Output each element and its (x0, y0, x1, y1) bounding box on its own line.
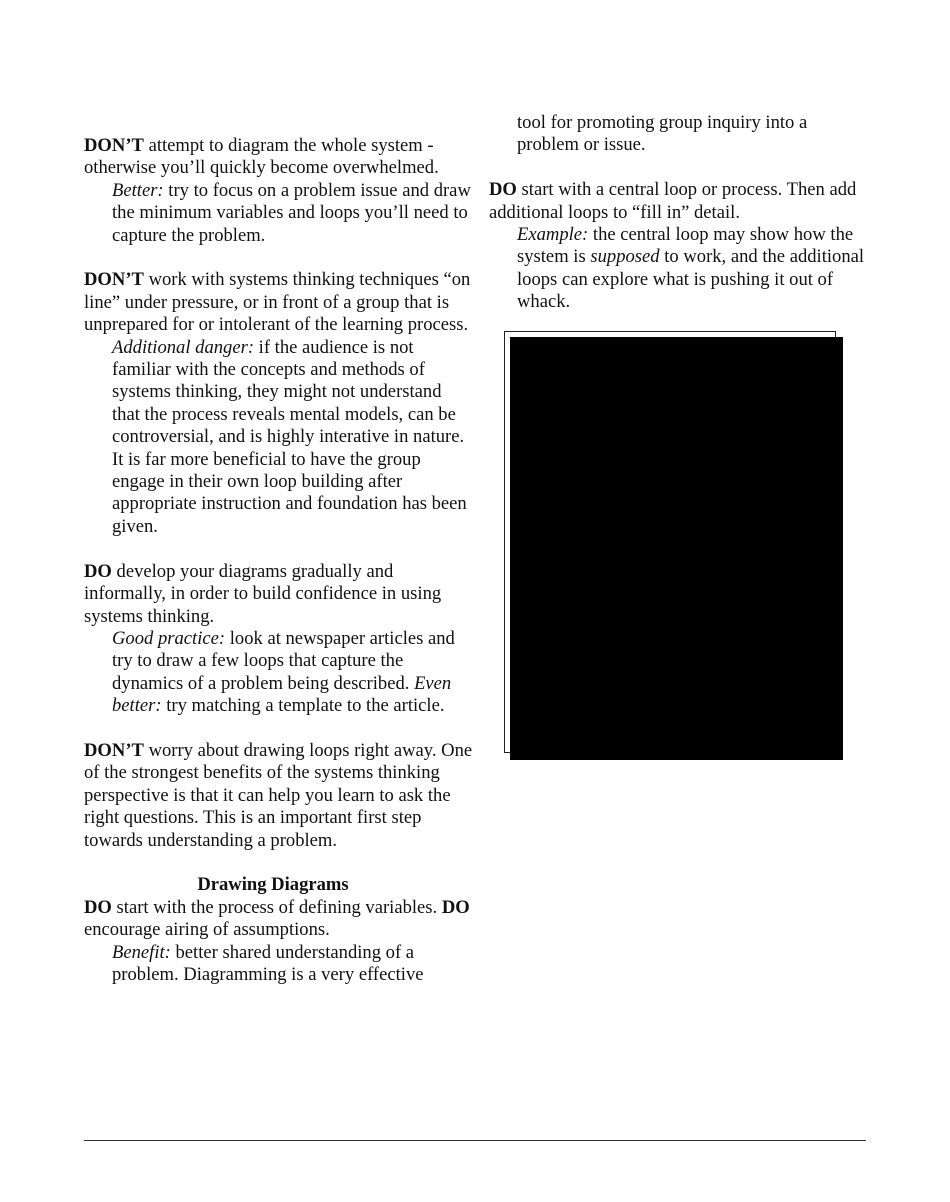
note-text: better shared understanding of a problem. Diagramming is a very effective (112, 941, 424, 985)
tip-note (84, 180, 474, 247)
note-label: Better: (112, 179, 164, 201)
tip-lead-2: DO (441, 896, 470, 918)
tip-dont-worry-loops (84, 740, 474, 852)
spacer (84, 247, 474, 269)
tip-note (84, 942, 474, 987)
tip-dont-diagram-whole-system (84, 135, 474, 180)
note-text: look at newspaper articles and try to draw a few loops that capture the dynamics of a problem being described. (112, 627, 455, 694)
tip-text: develop your diagrams gradually and informally, in order to build confidence in using systems thinking. (84, 560, 442, 627)
note-label: Additional danger: (112, 336, 255, 358)
right-column (489, 112, 869, 314)
note-text: the central loop may show how the system is (517, 224, 854, 268)
tip-note (84, 337, 474, 539)
note-text: if the audience is not familiar with the concepts and methods of systems thinking, they might not understand that the process reveals mental models, can be controversial, and is highly interative in nature. It is far more beneficial to have the group engage in their own loop building after appropriate instruction and foundation has been given. (112, 336, 467, 537)
spacer (84, 538, 474, 560)
tip-lead: DO (489, 179, 517, 201)
spacer (489, 157, 869, 179)
tip-text: worry about drawing loops right away. One of the strongest benefits of the systems thinking perspective is that it can help you learn to ask the right questions. This is an important first step towards understanding a problem. (84, 739, 473, 851)
tip-do-define-variables (84, 897, 474, 942)
tip-note (489, 224, 869, 314)
tip-do-central-loop (489, 179, 869, 224)
note-label: Benefit: (112, 941, 171, 963)
note-emphasis: supposed (590, 246, 660, 268)
redaction-block (510, 337, 843, 760)
tip-text: work with systems thinking techniques “on line” under pressure, or in front of a group that is unprepared for or intolerant of the learning process. (84, 269, 471, 336)
section-heading: Drawing Diagrams (197, 874, 349, 896)
tip-lead: DON’T (84, 135, 144, 156)
tip-text-2: encourage airing of assumptions. (84, 919, 330, 941)
note-text-2: try matching a template to the article. (161, 695, 445, 717)
spacer (84, 718, 474, 740)
tip-lead: DO (84, 896, 112, 918)
note-text-b: to work, and the additional loops can explore what is pushing it out of whack. (517, 246, 865, 313)
spacer (84, 852, 474, 874)
tip-do-develop-gradually (84, 561, 474, 628)
note-text: try to focus on a problem issue and draw the minimum variables and loops you’ll need to capture the problem. (112, 179, 471, 246)
tip-dont-work-online (84, 269, 474, 336)
note-label-2: Even better: (112, 672, 452, 717)
tip-lead: DO (84, 560, 112, 582)
tip-lead: DON’T (84, 269, 144, 291)
note-label: Good practice: (112, 627, 226, 649)
tip-text: attempt to diagram the whole system - otherwise you’ll quickly become overwhelmed. (84, 135, 439, 179)
tip-note (84, 628, 474, 718)
tip-lead: DON’T (84, 739, 144, 761)
footer-divider (84, 1140, 866, 1141)
note-label: Example: (517, 224, 589, 246)
continued-note: tool for promoting group inquiry into a problem or issue. (517, 112, 808, 156)
redacted-figure (504, 331, 844, 761)
tip-text: start with a central loop or process. Then add additional loops to “fill in” detail. (489, 179, 857, 223)
left-column (84, 135, 474, 986)
tip-text: start with the process of defining variables. (111, 896, 442, 918)
